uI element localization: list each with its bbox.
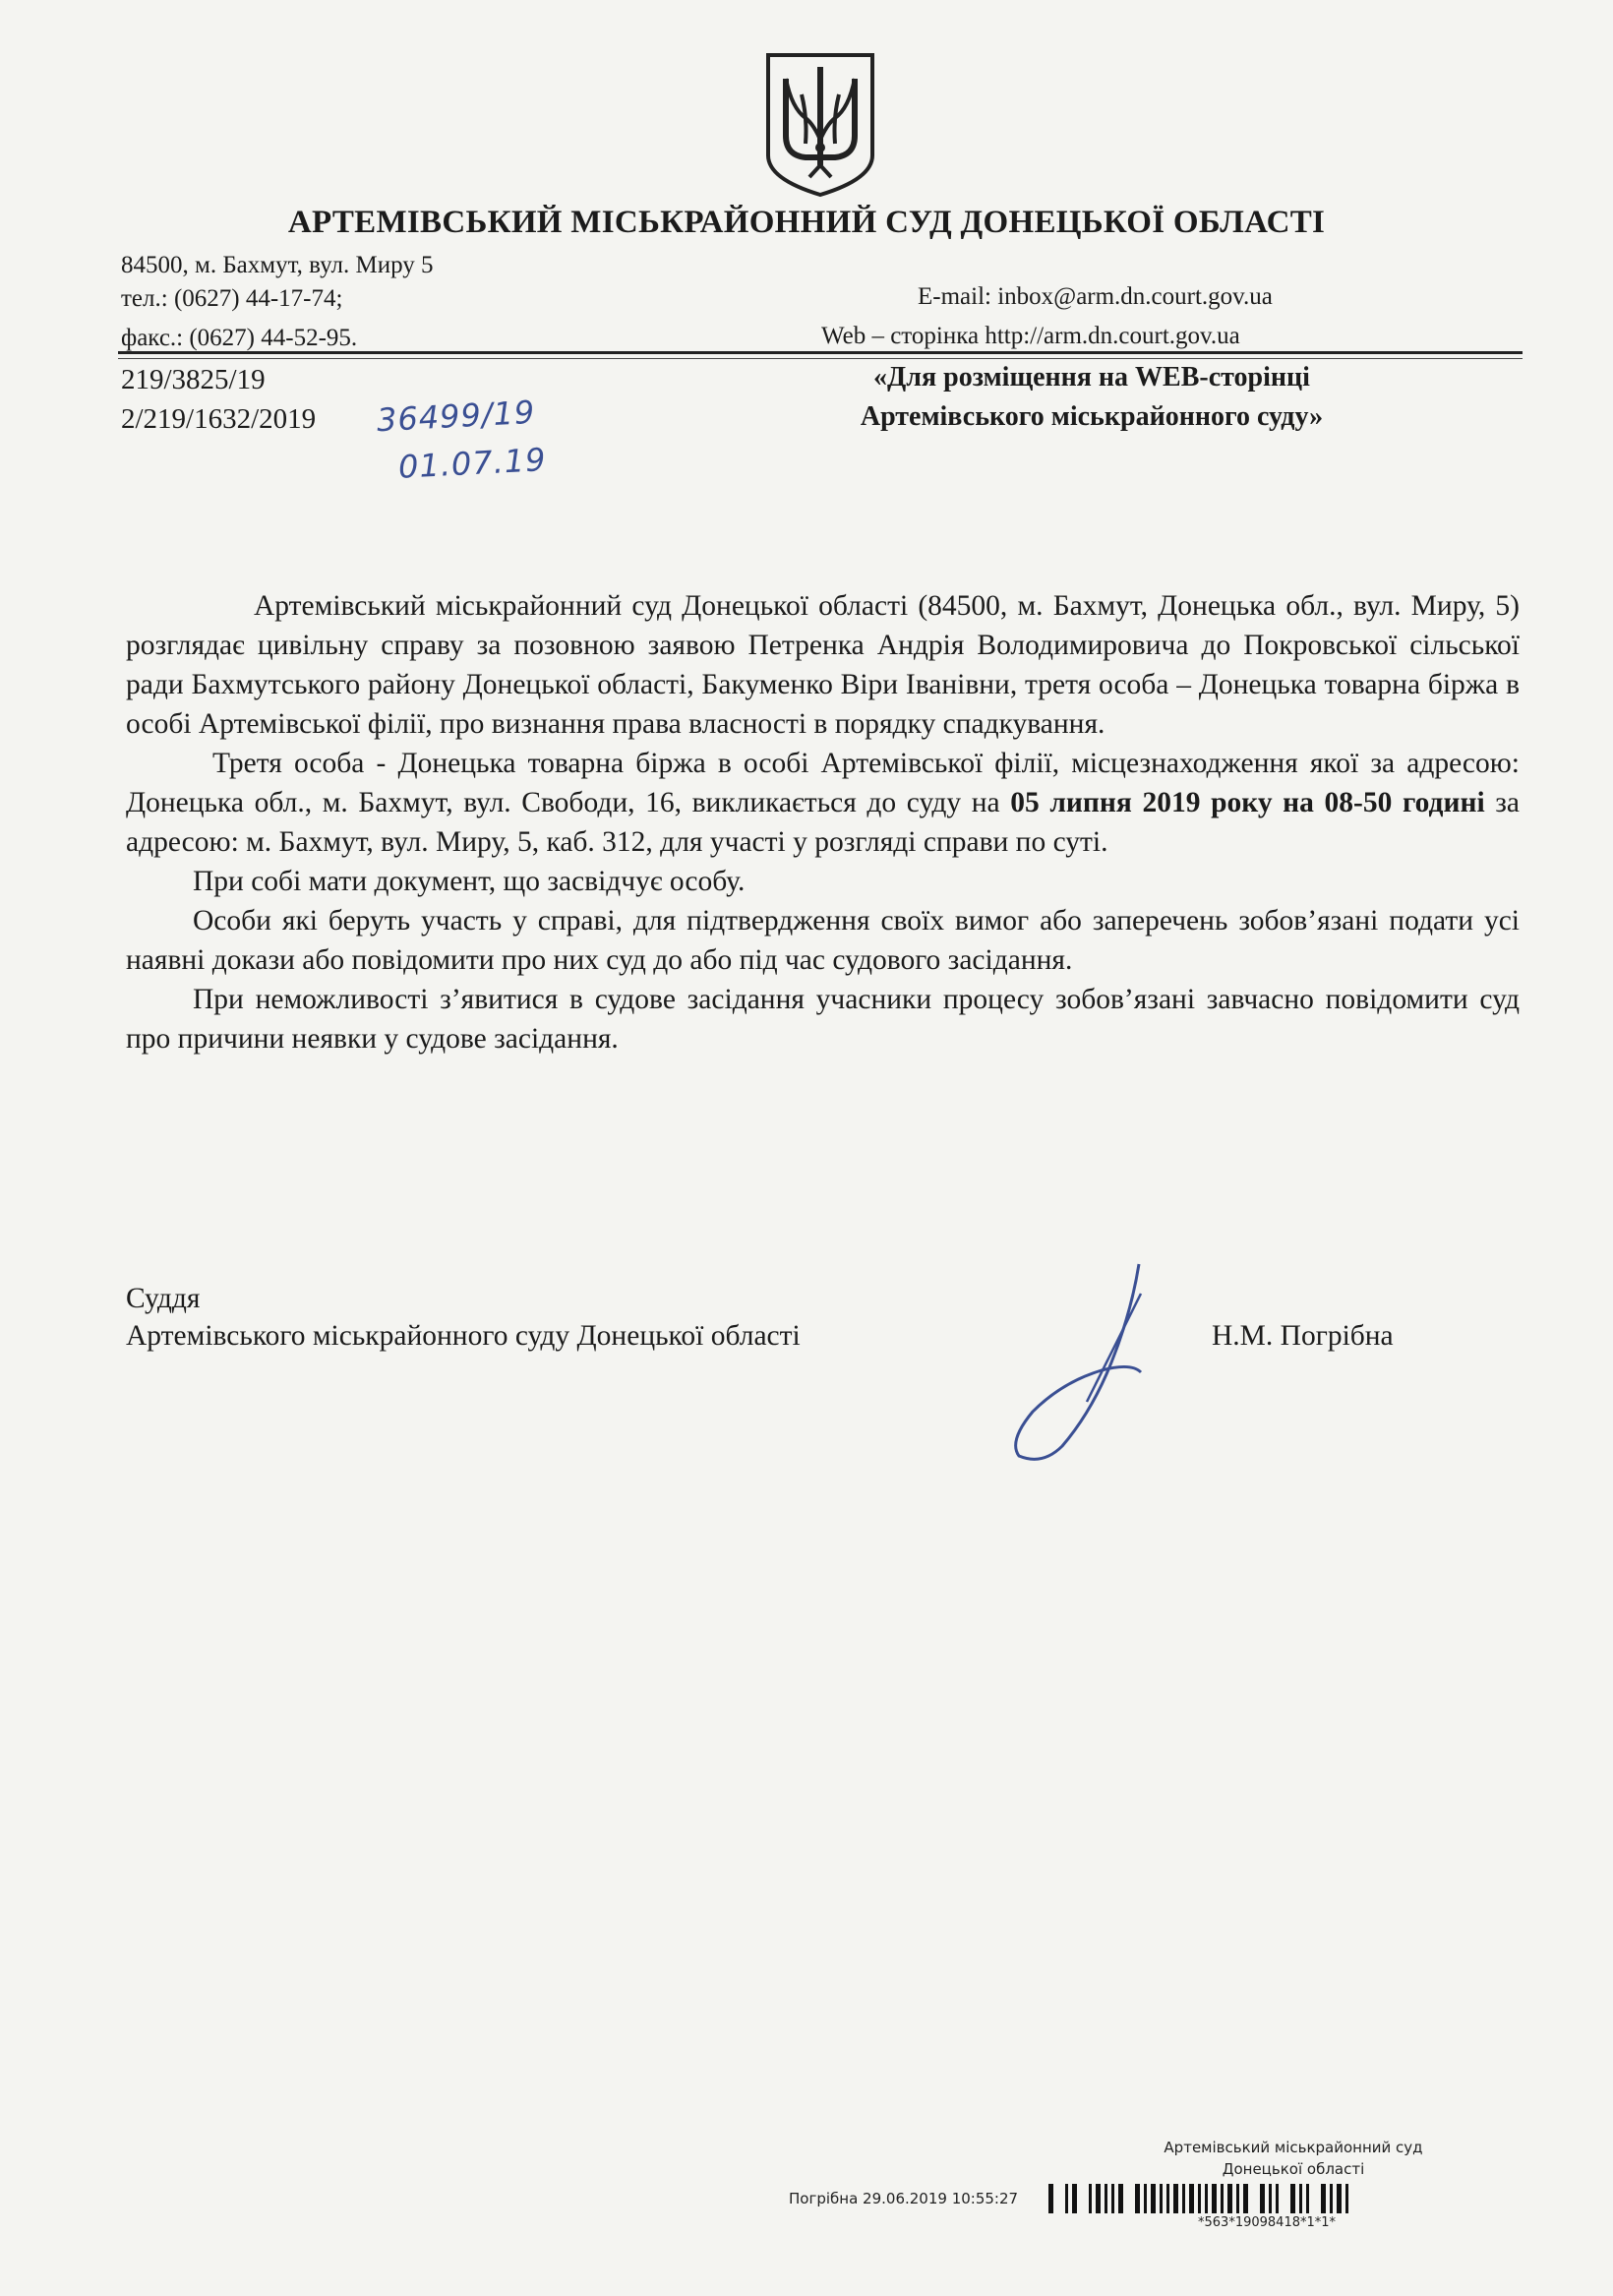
body-paragraph-2 bbox=[126, 744, 1520, 862]
signature-title: Суддя bbox=[126, 1283, 201, 1314]
body-paragraph-2-end: за адресою: м. Бахмут, вул. Миру, 5, каб. 312, для участі у розгляді справи по суті. bbox=[126, 787, 1520, 858]
trident-emblem-icon bbox=[762, 49, 878, 199]
court-phone: тел.: (0627) 44-17-74; bbox=[121, 285, 343, 312]
document-barcode bbox=[1048, 2184, 1352, 2213]
court-fax: факс.: (0627) 44-52-95. bbox=[121, 325, 358, 351]
body-paragraph-2-start: Третя особа - Донецька товарна біржа в особі Артемівської філії, місцезнаходження якої за адресою: Донецька обл., м. Бахмут, вул. Свободи, 16, викликається до суду на bbox=[126, 748, 1520, 818]
web-placement-note bbox=[787, 358, 1397, 437]
body-paragraph-5: При неможливості з’явитися в судове засідання учасники процесу зобов’язані завчасно повідомити суд про причини неявки у судове засідання. bbox=[126, 984, 1520, 1055]
footer-court-line-1: Артемівський міськрайонний суд bbox=[1164, 2139, 1423, 2156]
court-name: АРТЕМІВСЬКИЙ МІСЬКРАЙОННИЙ СУД ДОНЕЦЬКОЇ ОБЛАСТІ bbox=[287, 205, 1326, 240]
judge-name: Н.М. Погрібна bbox=[1212, 1320, 1394, 1352]
footer-court-line-2: Донецької області bbox=[1222, 2160, 1365, 2178]
barcode-text: *563*19098418*1*1* bbox=[1198, 2215, 1337, 2230]
body-paragraph-4: Особи які беруть участь у справі, для підтвердження своїх вимог або заперечень зобов’язані подати усі наявні докази або повідомити про них суд до або під час судового засідання. bbox=[126, 905, 1520, 976]
court-email: E-mail: inbox@arm.dn.court.gov.ua bbox=[918, 283, 1273, 310]
signature-court: Артемівського міськрайонного суду Донецької області bbox=[126, 1320, 801, 1352]
notice-body bbox=[126, 586, 1520, 1058]
body-paragraph-3: При собі мати документ, що засвідчує особу. bbox=[193, 866, 746, 897]
handwritten-registration-number: 36499/19 bbox=[376, 393, 537, 440]
court-website: Web – сторінка http://arm.dn.court.gov.ua bbox=[821, 323, 1240, 349]
footer-signer-timestamp: Погрібна 29.06.2019 10:55:27 bbox=[789, 2190, 1019, 2207]
handwritten-signature-icon bbox=[993, 1254, 1170, 1471]
header-divider bbox=[118, 351, 1523, 354]
web-placement-line-2: Артемівського міськрайонного суду» bbox=[860, 401, 1324, 432]
web-placement-line-1: «Для розміщення на WEB-сторінці bbox=[873, 362, 1310, 393]
hearing-date-time: 05 липня 2019 року на 08-50 годині bbox=[1010, 787, 1485, 818]
body-paragraph-1: Артемівський міськрайонний суд Донецької області (84500, м. Бахмут, Донецька обл., вул. Миру, 5) розглядає цивільну справу за позовною заявою Петренка Андрія Володимировича до Покровської сільської ради Бахмутського району Донецької області, Бакуменко Віри Іванівни, третя особа – Донецька товарна біржа в особі Артемівської філії, про визнання права власності в порядку спадкування. bbox=[126, 590, 1520, 740]
case-number: 219/3825/19 bbox=[121, 364, 266, 395]
handwritten-registration-date: 01.07.19 bbox=[397, 441, 548, 486]
proceeding-number: 2/219/1632/2019 bbox=[121, 403, 317, 435]
court-address: 84500, м. Бахмут, вул. Миру 5 bbox=[121, 252, 434, 278]
